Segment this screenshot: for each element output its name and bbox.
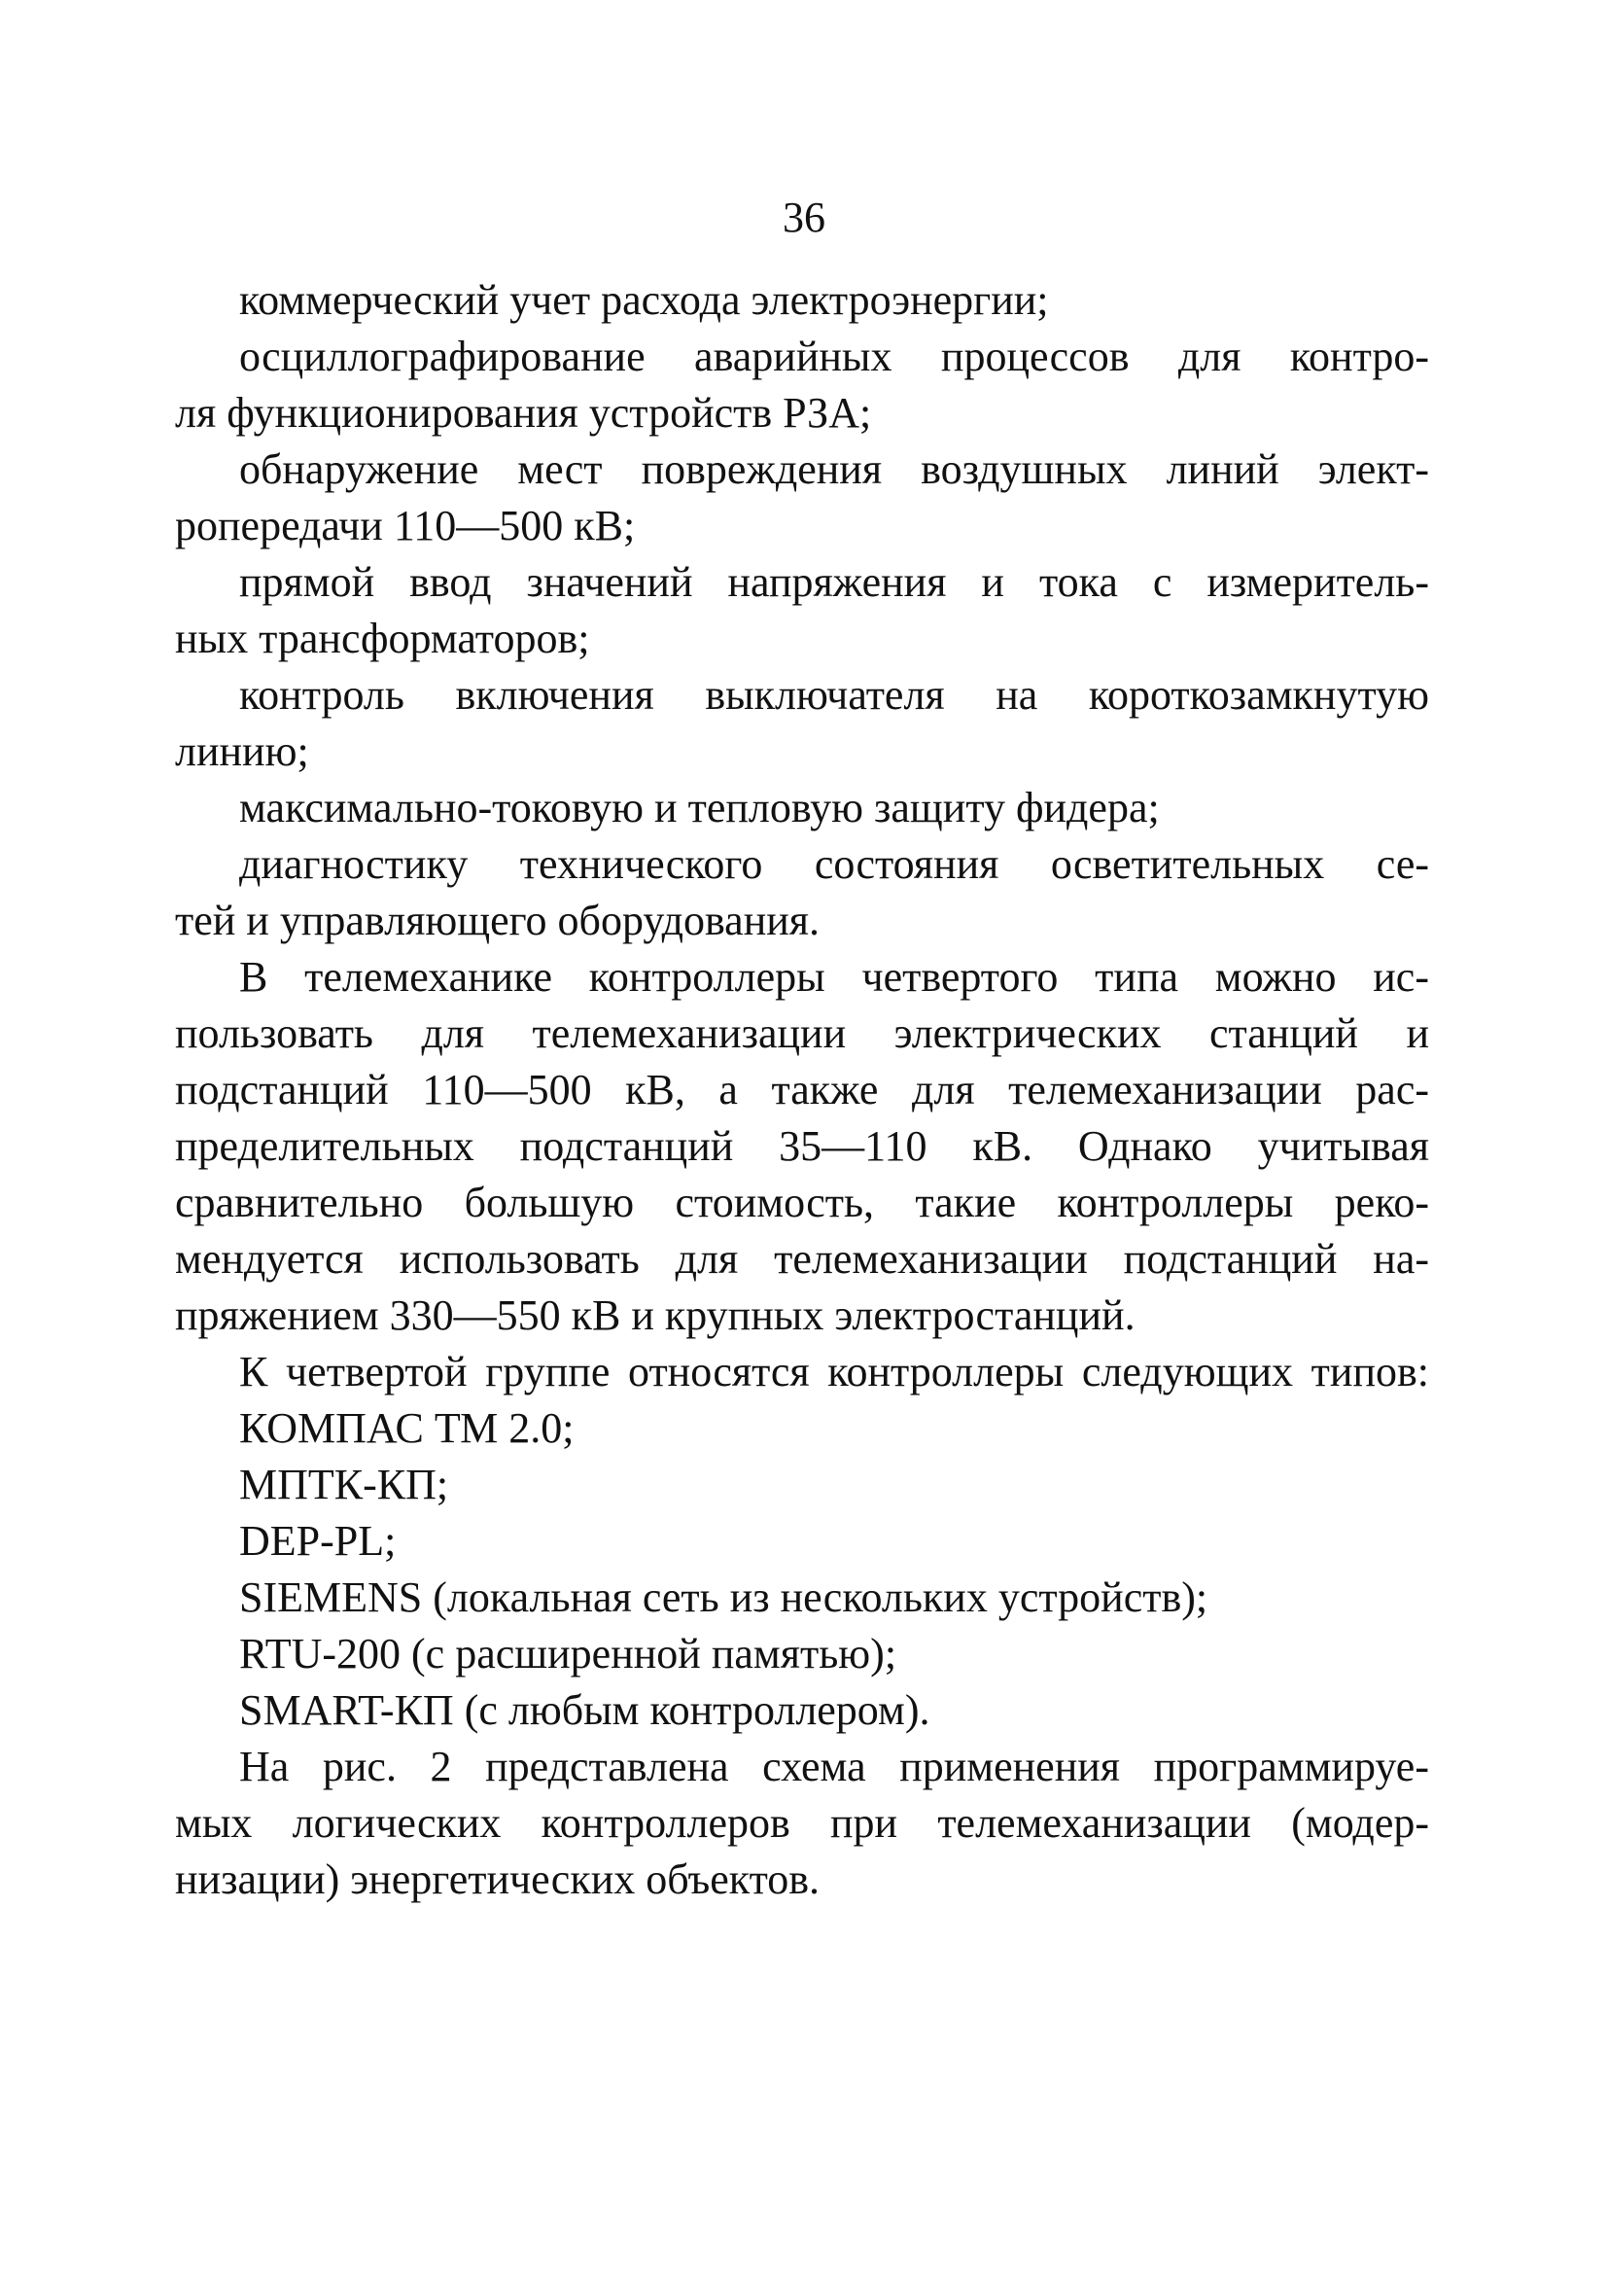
text-line: пряжением 330—550 кВ и крупных электростанций.	[175, 1291, 1136, 1339]
text-line: КОМПАС ТМ 2.0;	[239, 1404, 575, 1452]
text-line: максимально-токовую и тепловую защиту фидера;	[239, 784, 1160, 831]
text-line: сравнительно большую стоимость, такие контроллеры реко-	[175, 1179, 1429, 1226]
text-line: SIEMENS (локальная сеть из нескольких устройств);	[239, 1573, 1208, 1621]
text-line: линию;	[175, 727, 309, 775]
text-line: тей и управляющего оборудования.	[175, 897, 821, 944]
text-line: На рис. 2 представлена схема применения программируе-	[239, 1743, 1429, 1790]
text-line: RTU-200 (с расширенной памятью);	[239, 1630, 897, 1678]
text-line: мендуется использовать для телемеханизации подстанций на-	[175, 1235, 1429, 1283]
text-line: ля функционирования устройств РЗА;	[175, 389, 872, 437]
text-line: МПТК-КП;	[239, 1461, 449, 1508]
text-line: ных трансформаторов;	[175, 615, 590, 662]
text-line: пределительных подстанций 35—110 кВ. Однако учитывая	[175, 1122, 1429, 1170]
text-line: SMART-КП (с любым контроллером).	[239, 1686, 930, 1734]
text-line: контроль включения выключателя на короткозамкнутую	[239, 671, 1429, 719]
text-line: К четвертой группе относятся контроллеры следующих типов:	[239, 1348, 1429, 1395]
text-line: пользовать для телемеханизации электрических станций и	[175, 1009, 1429, 1057]
text-line: DEP-PL;	[239, 1517, 397, 1565]
text-line: осциллографирование аварийных процессов для контро-	[239, 333, 1429, 380]
text-line: мых логических контроллеров при телемеханизации (модер-	[175, 1799, 1429, 1847]
text-line: подстанций 110—500 кВ, а также для телемеханизации рас-	[175, 1066, 1429, 1113]
text-line: В телемеханике контроллеры четвертого типа можно ис-	[239, 953, 1429, 1001]
text-line: прямой ввод значений напряжения и тока с измеритель-	[239, 558, 1429, 606]
page-number: 36	[783, 194, 825, 241]
text-line: ропередачи 110—500 кВ;	[175, 502, 636, 549]
text-line: коммерческий учет расхода электроэнергии;	[239, 276, 1049, 324]
text-line: диагностику технического состояния осветительных се-	[239, 840, 1429, 888]
body-text	[175, 272, 1429, 1908]
text-line: обнаружение мест повреждения воздушных линий элект-	[239, 445, 1429, 493]
text-line: низации) энергетических объектов.	[175, 1855, 821, 1903]
